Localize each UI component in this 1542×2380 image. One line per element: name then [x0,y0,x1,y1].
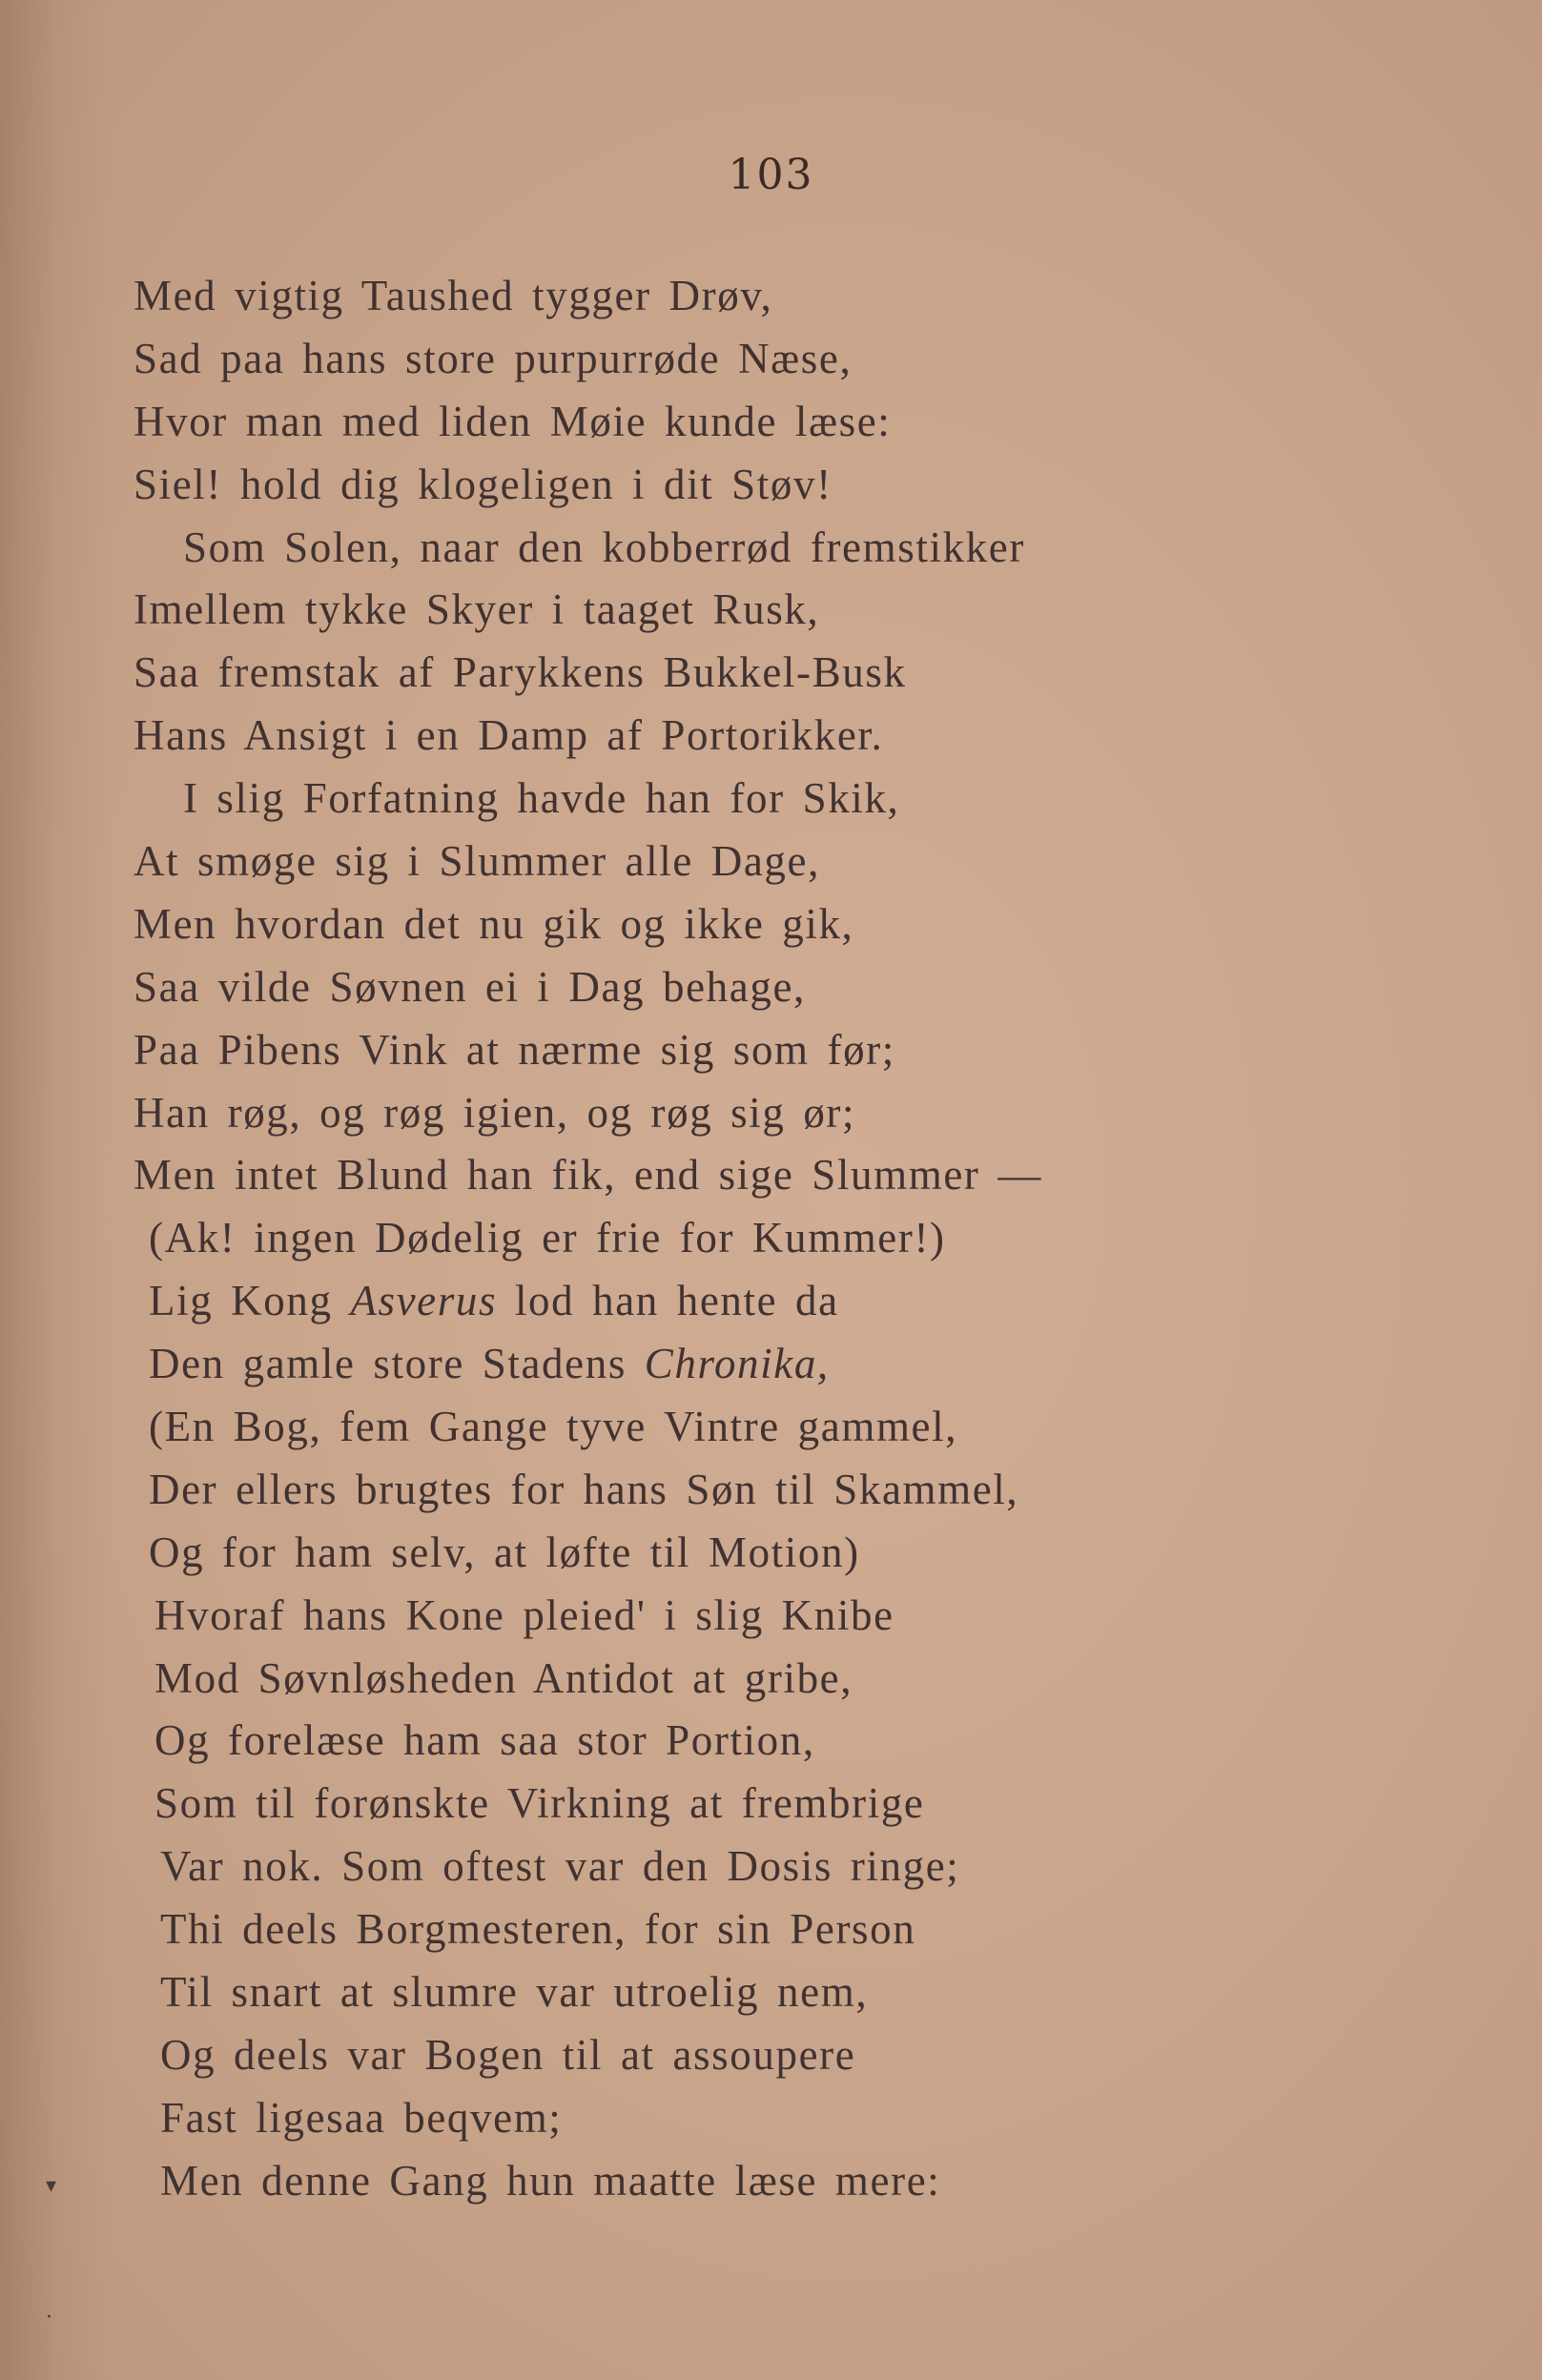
poem-line: Saa vilde Søvnen ei i Dag behage, [134,962,806,1011]
poem-line: Saa fremstak af Parykkens Bukkel-Busk [134,648,907,697]
poem-line: Sad paa hans store purpurrøde Næse, [134,334,853,382]
poem-line: Der ellers brugtes for hans Søn til Skammel, [149,1465,1019,1513]
poem-line: Mod Søvnløsheden Antidot at gribe, [154,1653,853,1702]
poem-line: Hans Ansigt i en Damp af Portorikker. [134,711,884,760]
poem-line: (Ak! ingen Dødelig er frie for Kummer!) [149,1214,946,1262]
poem-line: Til snart at slumre var utroelig nem, [160,1968,869,2017]
margin-speck-icon: ▾ [46,2174,57,2198]
poem-line: Som Solen, naar den kobberrød fremstikker [183,523,1025,571]
poem-line: Var nok. Som oftest var den Dosis ringe; [160,1842,960,1891]
poem-line-part: Lig Kong [149,1277,333,1325]
italic-name-asverus: Asverus [350,1277,498,1325]
poem-line: I slig Forfatning havde han for Skik, [183,774,900,823]
poem-line-part: lod han hente da [514,1277,839,1325]
poem-line: Hvor man med liden Møie kunde læse: [134,397,892,445]
poem-line-part: Den gamle store Stadens [149,1340,627,1388]
page-number: 103 [728,151,814,199]
poem-line: Og deels var Bogen til at assoupere [160,2030,856,2079]
poem-line: Imellem tykke Skyer i taaget Rusk, [134,585,820,634]
poem-line: Men denne Gang hun maatte læse mere: [160,2156,941,2205]
poem-line: Paa Pibens Vink at nærme sig som før; [134,1025,895,1074]
poem-line: Siel! hold dig klogeligen i dit Støv! [134,460,833,508]
poem-line: Med vigtig Taushed tygger Drøv, [134,272,773,319]
italic-title-chronika: Chronika, [644,1340,830,1388]
poem-line: Fast ligesaa beqvem; [160,2093,563,2142]
poem-line [134,1333,1411,1396]
poem-line: Og for ham selv, at løfte til Motion) [149,1528,860,1576]
poem-line: Thi deels Borgmesteren, for sin Person [160,1905,916,1954]
poem-line: Han røg, og røg igien, og røg sig ør; [134,1088,856,1137]
poem-line: Men hvordan det nu gik og ikke gik, [134,899,854,948]
poem-text [134,265,1411,2213]
margin-speck-icon: · [46,2306,52,2329]
poem-line: (En Bog, fem Gange tyve Vintre gammel, [149,1403,958,1451]
poem-line: Og forelæse ham saa stor Portion, [154,1716,815,1765]
poem-line: Som til forønskte Virkning at frembrige [154,1779,925,1828]
poem-line: Hvoraf hans Kone pleied' i slig Knibe [154,1590,894,1639]
poem-line: Men intet Blund han fik, end sige Slummer — [134,1151,1042,1200]
poem-line: At smøge sig i Slummer alle Dage, [134,837,820,886]
poem-line [134,1270,1411,1333]
